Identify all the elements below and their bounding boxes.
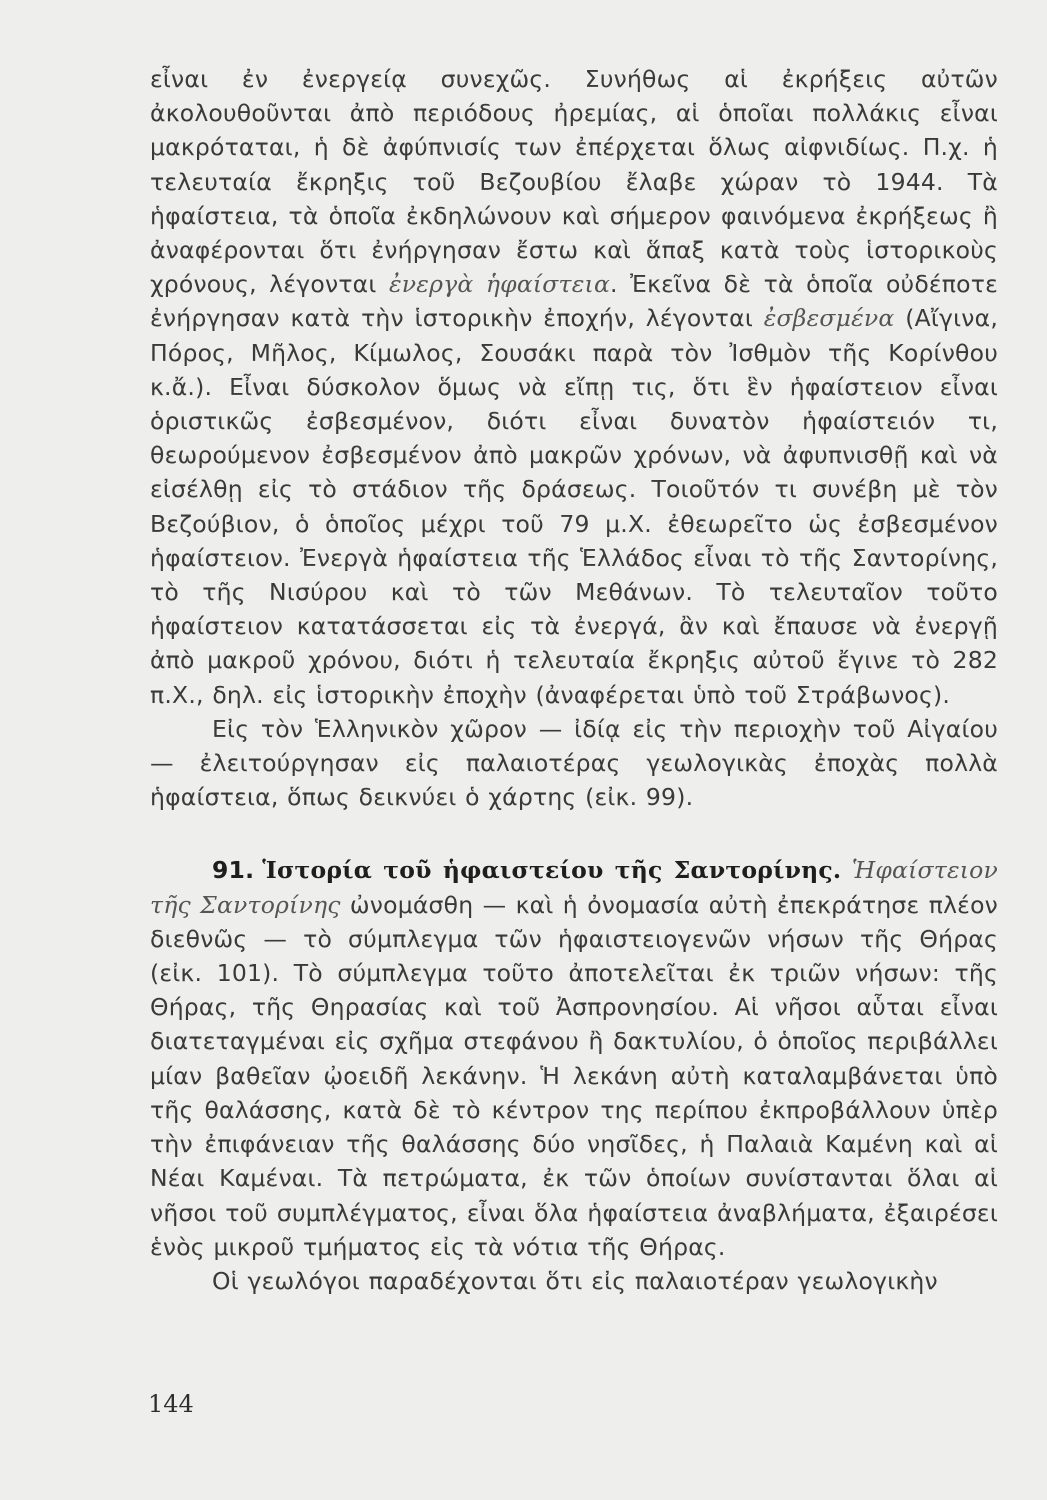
italic-term-extinct: ἐσβεσμένα [763, 304, 895, 333]
paragraph-volcano-activity [150, 62, 998, 712]
paragraph-text: (Αἴγινα, Πόρος, Μῆλος, Κίμωλος, Σουσάκι παρὰ τὸν Ἰσθμὸν τῆς Κορίνθου κ.ἄ.). Εἶναι δύσκολον ὅμως νὰ εἴπῃ τις, ὅτι ἓν ἡφαίστειον εἶναι ὁριστικῶς ἐσβεσμένον, διότι εἶναι δυνατὸν ἡφαίστειόν τι, θεωρούμενον ἐσβεσμένον ἀπὸ μακρῶν χρόνων, νὰ ἀφυπνισθῇ καὶ νὰ εἰσέλθῃ εἰς τὸ στάδιον τῆς δράσεως. Τοιοῦτόν τι συνέβη μὲ τὸν Βεζούβιον, ὁ ὁποῖος μέχρι τοῦ 79 μ.Χ. ἐθεωρεῖτο ὡς ἐσβεσμένον ἡφαίστειον. Ἐνεργὰ ἡφαίστεια τῆς Ἑλλάδος εἶναι τὸ τῆς Σαντορίνης, τὸ τῆς Νισύρου καὶ τὸ τῶν Μεθάνων. Τὸ τελευταῖον τοῦτο ἡφαίστειον κατατάσσεται εἰς τὰ ἐνεργά, ἂν καὶ ἔπαυσε νὰ ἐνεργῇ ἀπὸ μακροῦ χρόνου, διότι ἡ τελευταία ἔκρηξις αὐτοῦ ἔγινε τὸ 282 π.Χ., δηλ. εἰς ἱστορικὴν ἐποχὴν (ἀναφέρεται ὑπὸ τοῦ Στράβωνος). [150, 304, 998, 709]
section-title: Ἱστορία τοῦ ἡφαιστείου τῆς Σαντορίνης. [262, 856, 842, 885]
section-91 [150, 853, 998, 1263]
section-number: 91. [212, 856, 255, 885]
paragraph-text: εἶναι ἐν ἐνεργείᾳ συνεχῶς. Συνήθως αἱ ἐκρήξεις αὐτῶν ἀκολουθοῦνται ἀπὸ περιόδους ἠρεμίας, αἱ ὁποῖαι πολλάκις εἶναι μακρόταται, ἡ δὲ ἀφύπνισίς των ἐπέρχεται ὅλως αἰφνιδίως. Π.χ. ἡ τελευταία ἔκρηξις τοῦ Βεζουβίου ἔλαβε χώραν τὸ 1944. Τὰ ἡφαίστεια, τὰ ὁποῖα ἐκδηλώνουν καὶ σήμερον φαινόμενα ἐκρήξεως ἢ ἀναφέρονται ὅτι ἐνήργησαν ἔστω καὶ ἅπαξ κατὰ τοὺς ἱστορικοὺς χρόνους, λέγονται [150, 65, 998, 299]
paragraph-geologists: Οἱ γεωλόγοι παραδέχονται ὅτι εἰς παλαιοτέραν γεωλογικὴν [212, 1266, 938, 1295]
paragraph-text: . Ἐκεῖνα δὲ τὰ ὁποῖα οὐδέποτε ἐνήργησαν κατὰ τὴν ἱστορικὴν ἐποχήν, λέγονται [150, 270, 998, 333]
page-number: 144 [148, 1390, 194, 1418]
section-text: ὠνομάσθη — καὶ ἡ ὀνομασία αὐτὴ ἐπεκράτησε πλέον διεθνῶς — τὸ σύμπλεγμα τῶν ἡφαιστειογενῶν νήσων τῆς Θήρας (εἰκ. 101). Τὸ σύμπλεγμα τοῦτο ἀποτελεῖται ἐκ τριῶν νήσων: τῆς Θήρας, τῆς Θηρασίας καὶ τοῦ Ἀσπρονησίου. Αἱ νῆσοι αὗται εἶναι διατεταγμέναι εἰς σχῆμα στεφάνου ἢ δακτυλίου, ὁ ὁποῖος περιβάλλει μίαν βαθεῖαν ᾠοειδῆ λεκάνην. Ἡ λεκάνη αὐτὴ καταλαμβάνεται ὑπὸ τῆς θαλάσσης, κατὰ δὲ τὸ κέντρον της περίπου ἐκπροβάλλουν ὑπὲρ τὴν ἐπιφάνειαν τῆς θαλάσσης δύο νησῖδες, ἡ Παλαιὰ Καμένη καὶ αἱ Νέαι Καμέναι. Τὰ πετρώματα, ἐκ τῶν ὁποίων συνίστανται ὅλαι αἱ νῆσοι τοῦ συμπλέγματος, εἶναι ὅλα ἡφαίστεια ἀναβλήματα, ἐξαιρέσει ἑνὸς μικροῦ τμήματος εἰς τὰ νότια τῆς Θήρας. [150, 890, 998, 1261]
italic-term-active-volcanoes: ἐνεργὰ ἡφαίστεια [388, 270, 611, 299]
italic-term-santorini-volcano: Ἡφαίστειον τῆς Σαντορίνης [150, 856, 998, 919]
paragraph-greek-region: Εἰς τὸν Ἑλληνικὸν χῶρον — ἰδίᾳ εἰς τὴν περιοχὴν τοῦ Αἰγαίου — ἐλειτούργησαν εἰς παλαιοτέρας γεωλογικὰς ἐποχὰς πολλὰ ἡφαίστεια, ὅπως δεικνύει ὁ χάρτης (εἰκ. 99). [150, 714, 998, 812]
page-body [150, 62, 998, 1298]
